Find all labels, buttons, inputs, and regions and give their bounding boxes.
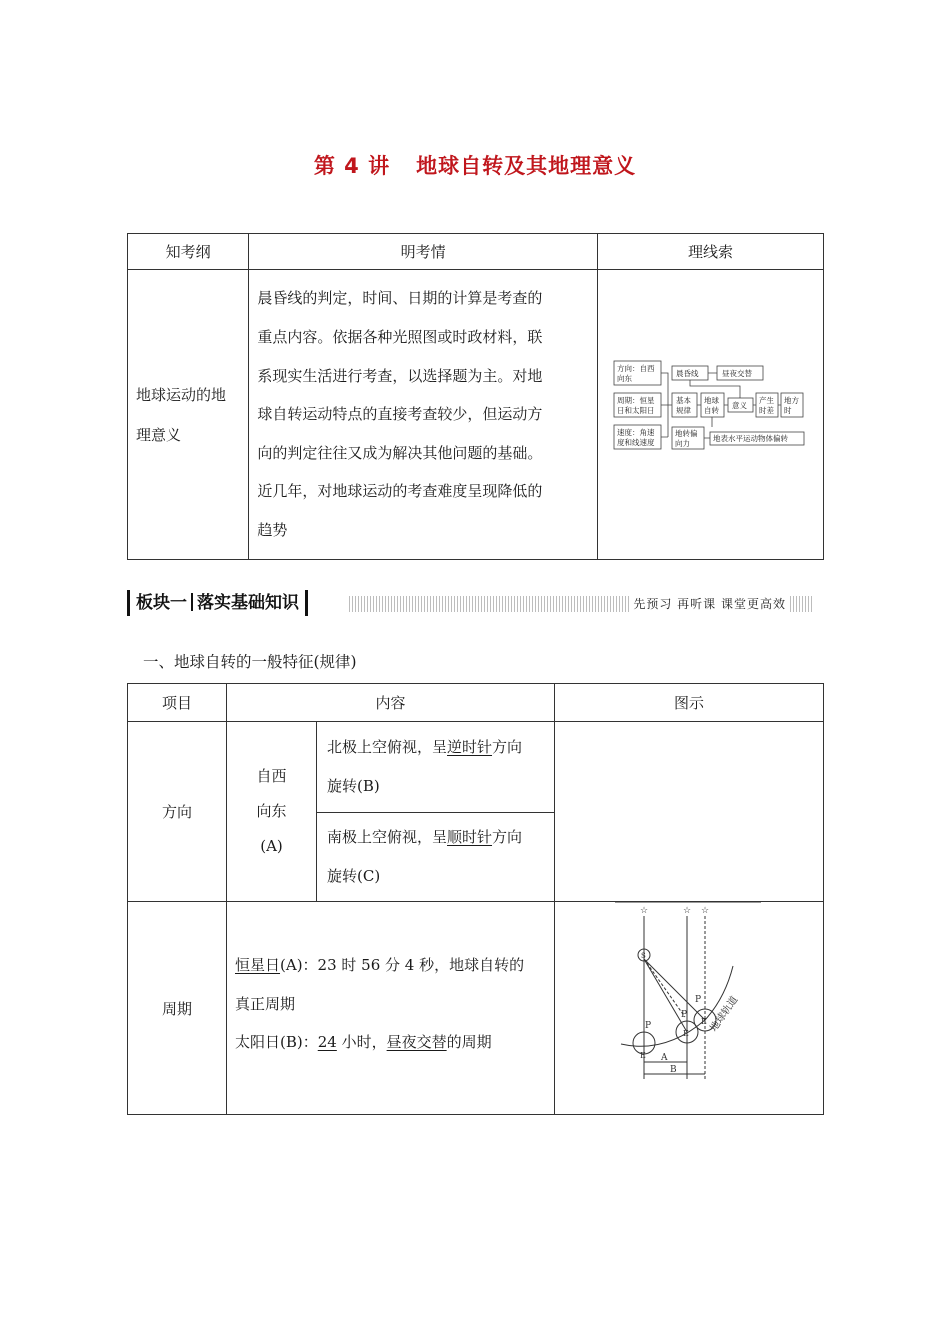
orbit-label: 地球轨道	[708, 994, 741, 1034]
direction-summary: 自西 向东 (A)	[227, 722, 317, 902]
section-title: 板块一 落实基础知识	[127, 590, 308, 616]
svg-text:产生: 产生	[759, 396, 774, 405]
svg-text:向力: 向力	[675, 439, 690, 448]
svg-text:地表水平运动物体偏转: 地表水平运动物体偏转	[713, 434, 788, 443]
header-figure: 图示	[555, 684, 824, 722]
svg-text:度和线速度: 度和线速度	[617, 438, 655, 447]
svg-text:地方: 地方	[784, 396, 799, 405]
header-content: 内容	[227, 684, 555, 722]
star-icon: ☆	[683, 906, 692, 916]
page-title	[0, 150, 950, 180]
sidereal-day-term: 恒星日	[235, 956, 281, 974]
svg-text:日和太阳日: 日和太阳日	[617, 406, 655, 415]
syllabus-table	[127, 233, 824, 560]
point-label: P	[645, 1021, 652, 1031]
lecture-topic: 地球自转及其地理意义	[416, 154, 637, 178]
svg-text:晨昏线: 晨昏线	[676, 369, 699, 378]
header-clues: 理线索	[598, 234, 824, 270]
svg-text:意义: 意义	[732, 401, 747, 410]
svg-text:昼夜交替: 昼夜交替	[722, 369, 752, 378]
north-pole-view: 北极上空俯视，呈逆时针方向 旋转(B)	[317, 722, 555, 813]
svg-text:E: E	[683, 1029, 689, 1038]
svg-text:时: 时	[784, 406, 792, 415]
earth-label: E	[640, 1051, 646, 1060]
svg-text:地转偏: 地转偏	[675, 429, 698, 438]
header-item: 项目	[128, 684, 227, 722]
span-b-label: B	[670, 1065, 677, 1075]
direction-figure	[555, 722, 824, 902]
svg-text:基本: 基本	[676, 396, 691, 405]
direction-item: 方向	[128, 722, 227, 902]
period-figure	[555, 902, 824, 1115]
svg-text:P: P	[681, 1010, 688, 1020]
svg-text:E: E	[701, 1017, 707, 1026]
clue-diagram-cell	[598, 270, 824, 560]
svg-text:自转: 自转	[704, 406, 719, 415]
south-pole-view: 南极上空俯视，呈顺时针方向 旋转(C)	[317, 813, 555, 902]
star-icon: ☆	[701, 906, 710, 916]
period-item: 周期	[128, 902, 227, 1115]
svg-text:地球: 地球	[704, 396, 719, 405]
section-banner	[127, 590, 812, 616]
clockwise-answer: 顺时针	[447, 828, 493, 846]
svg-text:向东: 向东	[617, 374, 632, 383]
counterclockwise-answer: 逆时针	[447, 738, 493, 756]
rotation-features-table	[127, 683, 824, 1115]
period-content: 恒星日(A)：23 时 56 分 4 秒，地球自转的 真正周期 太阳日(B)：24 小时，昼夜交替的周期	[227, 902, 555, 1115]
star-icon: ☆	[640, 906, 649, 916]
concept-map	[598, 273, 823, 556]
svg-text:P: P	[695, 995, 702, 1005]
span-a-label: A	[661, 1053, 668, 1063]
subheading: 一、地球自转的一般特征(规律)	[143, 653, 357, 671]
lecture-number: 第 4 讲	[313, 154, 391, 178]
svg-text:规律: 规律	[676, 406, 691, 415]
svg-text:速度：角速: 速度：角速	[617, 428, 655, 437]
sidereal-solar-day-diagram	[555, 902, 823, 1114]
exam-analysis-cell: 晨昏线的判定，时间、日期的计算是考查的 重点内容。依据各种光照图或时政材料，联 系现实生活进行考查，以选择题为主。对地 球自转运动特点的直接考查较少，但运动方 向的判定往往又成为解决其他问题的基础。 近几年，对地球运动的考查难度呈现降低的 趋势	[249, 270, 598, 560]
svg-text:方向：自西: 方向：自西	[617, 364, 655, 373]
syllabus-cell: 地球运动的地 理意义	[128, 270, 249, 560]
svg-text:时差: 时差	[759, 406, 774, 415]
svg-text:周期：恒星: 周期：恒星	[617, 396, 655, 405]
header-syllabus: 知考纲	[128, 234, 249, 270]
header-exam-analysis: 明考情	[249, 234, 598, 270]
sun-label: S	[641, 952, 646, 960]
section-slogan: 先预习 再听课 课堂更高效	[629, 595, 790, 612]
